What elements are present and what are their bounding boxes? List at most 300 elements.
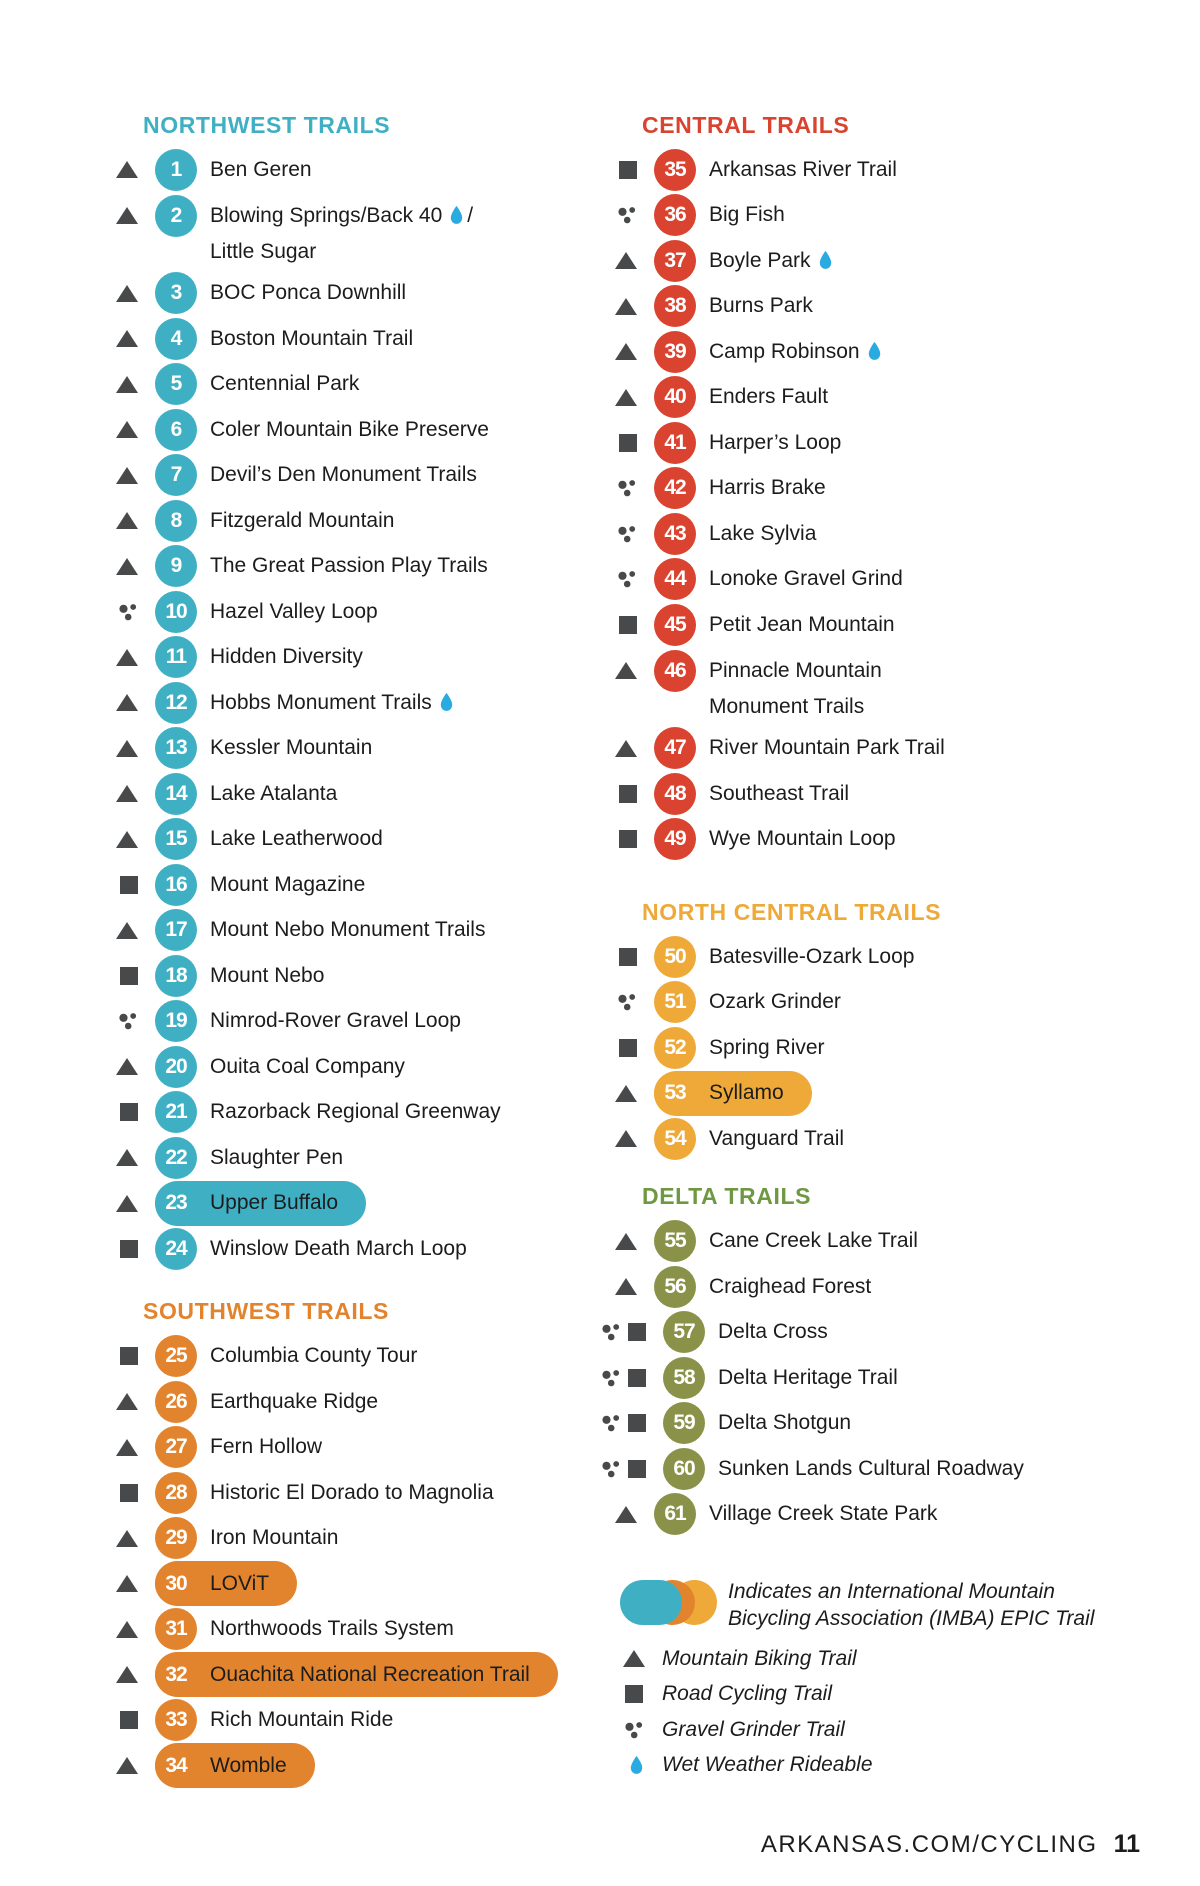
trail-row xyxy=(601,557,1161,603)
trail-name: Vanguard Trail xyxy=(709,1126,845,1150)
trail-row xyxy=(601,329,1161,375)
trail-number-badge: 59 xyxy=(663,1402,705,1444)
legend-item xyxy=(601,1641,1161,1677)
trail-row xyxy=(102,1470,542,1516)
trail-number-badge: 12 xyxy=(155,682,197,724)
wet-weather-icon xyxy=(437,691,456,713)
trail-type-icons xyxy=(601,1071,654,1117)
trail-name: Arkansas River Trail xyxy=(709,157,897,181)
mountain-biking-icon xyxy=(116,1195,138,1212)
trail-type-icons xyxy=(601,1310,663,1356)
mountain-biking-icon xyxy=(116,740,138,757)
trail-number-badge: 21 xyxy=(155,1091,197,1133)
trail-name: Coler Mountain Bike Preserve xyxy=(210,417,489,441)
trail-entry xyxy=(155,1334,417,1379)
trail-row xyxy=(102,862,542,908)
trail-entry xyxy=(654,466,826,511)
trail-row xyxy=(102,817,542,863)
trail-name: Rich Mountain Ride xyxy=(210,1708,394,1732)
trail-section xyxy=(102,110,542,1272)
trail-name: Delta Heritage Trail xyxy=(718,1365,898,1389)
trail-entry xyxy=(654,284,813,329)
road-cycling-icon xyxy=(619,830,637,848)
mountain-biking-icon xyxy=(116,1149,138,1166)
trail-number-badge: 52 xyxy=(654,1027,696,1069)
trail-type-icons xyxy=(601,980,654,1026)
trail-name: Lake Leatherwood xyxy=(210,827,383,851)
trail-row xyxy=(601,648,1161,726)
trail-row xyxy=(601,284,1161,330)
trail-entry xyxy=(663,1310,828,1355)
trail-type-icons xyxy=(102,1698,155,1744)
trail-entry xyxy=(663,1446,1024,1491)
mountain-biking-icon xyxy=(615,1278,637,1295)
road-cycling-icon xyxy=(628,1414,646,1432)
trail-row xyxy=(102,1226,542,1272)
trail-number-badge: 20 xyxy=(155,1046,197,1088)
trail-row xyxy=(102,1516,542,1562)
trail-section xyxy=(102,1297,542,1789)
trail-name: LOViT xyxy=(210,1571,270,1595)
trail-name: Petit Jean Mountain xyxy=(709,612,895,636)
trail-number-badge: 24 xyxy=(155,1228,197,1270)
trail-type-icons xyxy=(601,147,654,193)
trail-entry xyxy=(155,817,383,862)
road-cycling-icon xyxy=(120,1711,138,1729)
trail-row xyxy=(102,1425,542,1471)
trail-number-badge: 35 xyxy=(654,149,696,191)
legend-item-label: Road Cycling Trail xyxy=(662,1682,832,1706)
trail-type-icons xyxy=(102,362,155,408)
mountain-biking-icon xyxy=(615,1506,637,1523)
trail-entry xyxy=(155,1607,454,1652)
mountain-biking-icon xyxy=(623,1650,645,1667)
section-title: DELTA TRAILS xyxy=(642,1183,812,1209)
mountain-biking-icon xyxy=(116,1575,138,1592)
trail-name: The Great Passion Play Trails xyxy=(210,554,488,578)
trail-name: Northwoods Trails System xyxy=(210,1617,454,1641)
trail-name: Harper’s Loop xyxy=(709,430,842,454)
road-cycling-icon xyxy=(120,876,138,894)
trail-name: Womble xyxy=(210,1753,287,1777)
trail-row xyxy=(601,193,1161,239)
trail-type-icons xyxy=(102,817,155,863)
trail-type-icons xyxy=(102,999,155,1045)
trail-entry xyxy=(654,726,945,771)
legend-imba-row xyxy=(601,1574,1161,1632)
trail-number-badge: 44 xyxy=(654,558,696,600)
legend-item-icon xyxy=(614,1650,654,1667)
trail-number-badge: 54 xyxy=(654,1118,696,1160)
imba-epic-trail-highlight xyxy=(155,1181,366,1226)
trail-type-icons xyxy=(102,498,155,544)
trail-entry xyxy=(155,193,473,270)
trail-entry xyxy=(155,271,406,316)
trail-name: Spring River xyxy=(709,1035,825,1059)
trail-name: Blowing Springs/Back 40 / Little Sugar xyxy=(210,203,474,263)
trail-name: Boyle Park xyxy=(709,249,836,273)
mountain-biking-icon xyxy=(116,512,138,529)
road-cycling-icon xyxy=(628,1323,646,1341)
legend-item-icon xyxy=(614,1685,654,1703)
road-cycling-icon xyxy=(120,1103,138,1121)
trail-type-icons xyxy=(601,284,654,330)
trail-type-icons xyxy=(601,1025,654,1071)
legend-item xyxy=(601,1677,1161,1713)
legend-item xyxy=(601,1712,1161,1748)
imba-legend-line1: Indicates an International Mountain xyxy=(728,1580,1055,1603)
trail-entry xyxy=(654,238,836,283)
trail-name: Ouachita National Recreation Trail xyxy=(210,1662,530,1686)
road-cycling-icon xyxy=(120,967,138,985)
trail-number-badge: 1 xyxy=(155,149,197,191)
trail-name: Mount Nebo Monument Trails xyxy=(210,918,486,942)
trail-type-icons xyxy=(102,771,155,817)
trail-number-badge: 14 xyxy=(155,773,197,815)
mountain-biking-icon xyxy=(116,785,138,802)
legend xyxy=(601,1574,1161,1783)
road-cycling-icon xyxy=(619,161,637,179)
trail-number-badge: 31 xyxy=(155,1608,197,1650)
trail-number-badge: 34 xyxy=(155,1745,197,1787)
trail-row xyxy=(102,271,542,317)
trail-entry xyxy=(654,193,785,238)
trail-row xyxy=(102,147,542,193)
trail-number-badge: 22 xyxy=(155,1137,197,1179)
trail-row xyxy=(102,1561,542,1607)
gravel-grinder-icon xyxy=(617,525,637,543)
trail-name: River Mountain Park Trail xyxy=(709,736,945,760)
trail-row xyxy=(601,771,1161,817)
trail-type-icons xyxy=(601,1492,654,1538)
trail-row xyxy=(102,589,542,635)
trail-entry xyxy=(155,1379,378,1424)
legend-items xyxy=(601,1641,1161,1783)
trail-entry xyxy=(663,1401,851,1446)
trail-type-icons xyxy=(102,453,155,499)
trail-name: Sunken Lands Cultural Roadway xyxy=(718,1456,1024,1480)
mountain-biking-icon xyxy=(116,376,138,393)
trail-entry xyxy=(654,557,903,602)
trail-number-badge: 18 xyxy=(155,955,197,997)
trail-type-icons xyxy=(601,726,654,772)
gravel-grinder-icon xyxy=(601,1460,621,1478)
trail-type-icons xyxy=(102,271,155,317)
trail-row xyxy=(102,1044,542,1090)
trail-name: Hidden Diversity xyxy=(210,645,363,669)
mountain-biking-icon xyxy=(116,1621,138,1638)
mountain-biking-icon xyxy=(116,467,138,484)
trail-number-badge: 26 xyxy=(155,1381,197,1423)
trail-type-icons xyxy=(102,1561,155,1607)
trail-row xyxy=(102,498,542,544)
trail-name: Mount Magazine xyxy=(210,872,366,896)
trail-row xyxy=(102,453,542,499)
trail-row xyxy=(601,934,1161,980)
right-column xyxy=(601,110,1161,1783)
trail-row xyxy=(601,511,1161,557)
trail-type-icons xyxy=(601,1401,663,1447)
trail-type-icons xyxy=(102,1425,155,1471)
trail-row xyxy=(601,602,1161,648)
mountain-biking-icon xyxy=(615,1233,637,1250)
trail-type-icons xyxy=(601,557,654,603)
mountain-biking-icon xyxy=(116,1393,138,1410)
trail-number-badge: 16 xyxy=(155,864,197,906)
trail-number-badge: 32 xyxy=(155,1654,197,1696)
trail-type-icons xyxy=(102,193,155,239)
trail-entry xyxy=(654,934,914,979)
trail-number-badge: 17 xyxy=(155,909,197,951)
trail-entry xyxy=(155,589,378,634)
trail-entry xyxy=(654,602,895,647)
trail-entry xyxy=(155,726,372,771)
legend-item-label: Gravel Grinder Trail xyxy=(662,1717,845,1741)
trail-number-badge: 57 xyxy=(663,1311,705,1353)
trail-type-icons xyxy=(102,407,155,453)
trail-entry xyxy=(654,1219,918,1264)
trail-name: Southeast Trail xyxy=(709,781,850,805)
trail-type-icons xyxy=(102,1516,155,1562)
trail-name: Earthquake Ridge xyxy=(210,1389,379,1413)
trail-number-badge: 5 xyxy=(155,363,197,405)
road-cycling-icon xyxy=(625,1685,643,1703)
trail-name: Delta Cross xyxy=(718,1320,828,1344)
trail-type-icons xyxy=(601,602,654,648)
road-cycling-icon xyxy=(120,1484,138,1502)
trail-number-badge: 45 xyxy=(654,604,696,646)
trail-number-badge: 25 xyxy=(155,1335,197,1377)
trail-type-icons xyxy=(102,1226,155,1272)
road-cycling-icon xyxy=(120,1347,138,1365)
trail-name: Craighead Forest xyxy=(709,1274,872,1298)
road-cycling-icon xyxy=(628,1460,646,1478)
trail-row xyxy=(601,1355,1161,1401)
mountain-biking-icon xyxy=(116,694,138,711)
trail-type-icons xyxy=(102,147,155,193)
trail-row xyxy=(102,908,542,954)
trail-name: Fitzgerald Mountain xyxy=(210,508,395,532)
mountain-biking-icon xyxy=(116,558,138,575)
mountain-biking-icon xyxy=(615,389,637,406)
trail-number-badge: 46 xyxy=(654,650,696,692)
trail-entry xyxy=(155,1698,393,1743)
trail-entry xyxy=(654,980,841,1025)
trail-row xyxy=(102,635,542,681)
trail-row xyxy=(102,316,542,362)
trail-row xyxy=(601,1446,1161,1492)
trail-row xyxy=(102,1607,542,1653)
trail-name: Camp Robinson xyxy=(709,340,885,364)
trail-row xyxy=(102,726,542,772)
trail-entry xyxy=(155,908,485,953)
trail-row xyxy=(102,1135,542,1181)
left-column xyxy=(102,110,542,1789)
trail-name: Ozark Grinder xyxy=(709,990,841,1014)
trail-entry xyxy=(155,498,394,543)
trail-type-icons xyxy=(102,726,155,772)
trail-number-badge: 49 xyxy=(654,818,696,860)
legend-item-label: Mountain Biking Trail xyxy=(662,1646,857,1670)
wet-weather-icon xyxy=(447,204,466,226)
trail-row xyxy=(601,1264,1161,1310)
gravel-grinder-icon xyxy=(118,1012,138,1030)
mountain-biking-icon xyxy=(116,649,138,666)
road-cycling-icon xyxy=(619,1039,637,1057)
trail-type-icons xyxy=(601,511,654,557)
trail-entry xyxy=(155,316,413,361)
trail-type-icons xyxy=(102,1607,155,1653)
trail-row xyxy=(601,466,1161,512)
trail-number-badge: 8 xyxy=(155,500,197,542)
trail-name: Upper Buffalo xyxy=(210,1191,339,1215)
trail-entry xyxy=(155,1226,467,1271)
section-title: CENTRAL TRAILS xyxy=(642,111,850,138)
trail-section xyxy=(601,110,1161,862)
mountain-biking-icon xyxy=(116,1666,138,1683)
mountain-biking-icon xyxy=(615,740,637,757)
trail-entry xyxy=(654,511,816,556)
trail-name: Razorback Regional Greenway xyxy=(210,1100,501,1124)
imba-legend-line2: Bicycling Association (IMBA) EPIC Trail xyxy=(728,1607,1095,1630)
trail-number-badge: 50 xyxy=(654,936,696,978)
mountain-biking-icon xyxy=(116,330,138,347)
trail-name: Ben Geren xyxy=(210,157,312,181)
trail-type-icons xyxy=(601,771,654,817)
trail-type-icons xyxy=(102,862,155,908)
trail-name: Batesville-Ozark Loop xyxy=(709,944,915,968)
trail-name: Lake Atalanta xyxy=(210,781,338,805)
trail-entry xyxy=(155,999,461,1044)
trail-type-icons xyxy=(601,329,654,375)
trail-name: Hobbs Monument Trails xyxy=(210,691,457,715)
trail-row xyxy=(102,1743,542,1789)
mountain-biking-icon xyxy=(116,922,138,939)
trail-entry xyxy=(654,1492,937,1537)
trail-row xyxy=(102,1334,542,1380)
trail-name: Winslow Death March Loop xyxy=(210,1236,467,1260)
trail-name: Village Creek State Park xyxy=(709,1502,938,1526)
mountain-biking-icon xyxy=(116,1439,138,1456)
trail-number-badge: 51 xyxy=(654,981,696,1023)
trail-entry xyxy=(155,407,489,452)
trail-type-icons xyxy=(102,316,155,362)
trail-number-badge: 41 xyxy=(654,422,696,464)
legend-item-icon xyxy=(614,1754,654,1776)
trail-entry xyxy=(654,817,896,862)
trail-row xyxy=(601,1310,1161,1356)
trail-entry xyxy=(155,635,363,680)
trail-entry xyxy=(155,771,337,816)
trail-number-badge: 15 xyxy=(155,818,197,860)
wet-weather-icon xyxy=(627,1754,646,1776)
trail-name: Hazel Valley Loop xyxy=(210,599,378,623)
trail-entry xyxy=(155,1090,501,1135)
trail-entry xyxy=(155,1044,405,1089)
trail-number-badge: 61 xyxy=(654,1493,696,1535)
mountain-biking-icon xyxy=(615,298,637,315)
trail-type-icons xyxy=(102,953,155,999)
trail-row xyxy=(102,999,542,1045)
road-cycling-icon xyxy=(619,785,637,803)
trail-type-icons xyxy=(601,238,654,284)
trail-type-icons xyxy=(601,193,654,239)
trail-entry xyxy=(654,375,828,420)
trail-entry xyxy=(155,453,477,498)
trail-type-icons xyxy=(601,1355,663,1401)
trail-entry xyxy=(155,1470,494,1515)
trail-number-badge: 43 xyxy=(654,513,696,555)
trail-section xyxy=(601,1182,1161,1538)
trail-entry xyxy=(654,329,885,374)
trail-type-icons xyxy=(102,544,155,590)
trail-type-icons xyxy=(601,648,654,694)
trail-number-badge: 36 xyxy=(654,194,696,236)
trail-number-badge: 42 xyxy=(654,467,696,509)
trail-name: Nimrod-Rover Gravel Loop xyxy=(210,1009,461,1033)
trail-type-icons xyxy=(102,1379,155,1425)
imba-legend-text xyxy=(728,1574,1094,1632)
trail-number-badge: 3 xyxy=(155,272,197,314)
trail-entry xyxy=(155,953,324,998)
imba-epic-trail-highlight xyxy=(155,1561,297,1606)
mountain-biking-icon xyxy=(116,831,138,848)
trail-number-badge: 2 xyxy=(155,195,197,237)
trail-row xyxy=(601,817,1161,863)
trail-row xyxy=(102,1090,542,1136)
footer-url[interactable]: ARKANSAS.COM/CYCLING xyxy=(760,1831,1098,1858)
trail-entry xyxy=(654,1116,844,1161)
footer xyxy=(761,1830,1140,1859)
trail-name: Delta Shotgun xyxy=(718,1411,852,1435)
trail-name: Wye Mountain Loop xyxy=(709,827,896,851)
trail-type-icons xyxy=(601,934,654,980)
trail-row xyxy=(102,193,542,271)
imba-epic-trail-highlight xyxy=(654,1071,812,1116)
trail-entry xyxy=(155,1135,343,1180)
trail-number-badge: 23 xyxy=(155,1182,197,1224)
trail-name: Lake Sylvia xyxy=(709,521,817,545)
mountain-biking-icon xyxy=(116,161,138,178)
trail-name: Lonoke Gravel Grind xyxy=(709,567,903,591)
trail-row xyxy=(102,1181,542,1227)
trail-row xyxy=(601,1401,1161,1447)
section-title: SOUTHWEST TRAILS xyxy=(143,1298,389,1324)
trail-number-badge: 48 xyxy=(654,773,696,815)
imba-epic-indicator-icon xyxy=(620,1580,717,1625)
trail-entry xyxy=(654,420,841,465)
trail-name: Kessler Mountain xyxy=(210,736,373,760)
mountain-biking-icon xyxy=(615,343,637,360)
gravel-grinder-icon xyxy=(601,1414,621,1432)
trail-name: Enders Fault xyxy=(709,385,829,409)
mountain-biking-icon xyxy=(116,421,138,438)
mountain-biking-icon xyxy=(116,207,138,224)
trail-number-badge: 9 xyxy=(155,545,197,587)
mountain-biking-icon xyxy=(116,285,138,302)
trail-name: Iron Mountain xyxy=(210,1526,339,1550)
trail-number-badge: 60 xyxy=(663,1448,705,1490)
trail-number-badge: 55 xyxy=(654,1220,696,1262)
trail-type-icons xyxy=(601,1264,654,1310)
trail-name: Cane Creek Lake Trail xyxy=(709,1229,918,1253)
trail-row xyxy=(102,362,542,408)
trail-name: Ouita Coal Company xyxy=(210,1054,405,1078)
gravel-grinder-icon xyxy=(617,479,637,497)
trail-name: Centennial Park xyxy=(210,372,360,396)
trail-row xyxy=(601,726,1161,772)
trail-number-badge: 11 xyxy=(155,636,197,678)
